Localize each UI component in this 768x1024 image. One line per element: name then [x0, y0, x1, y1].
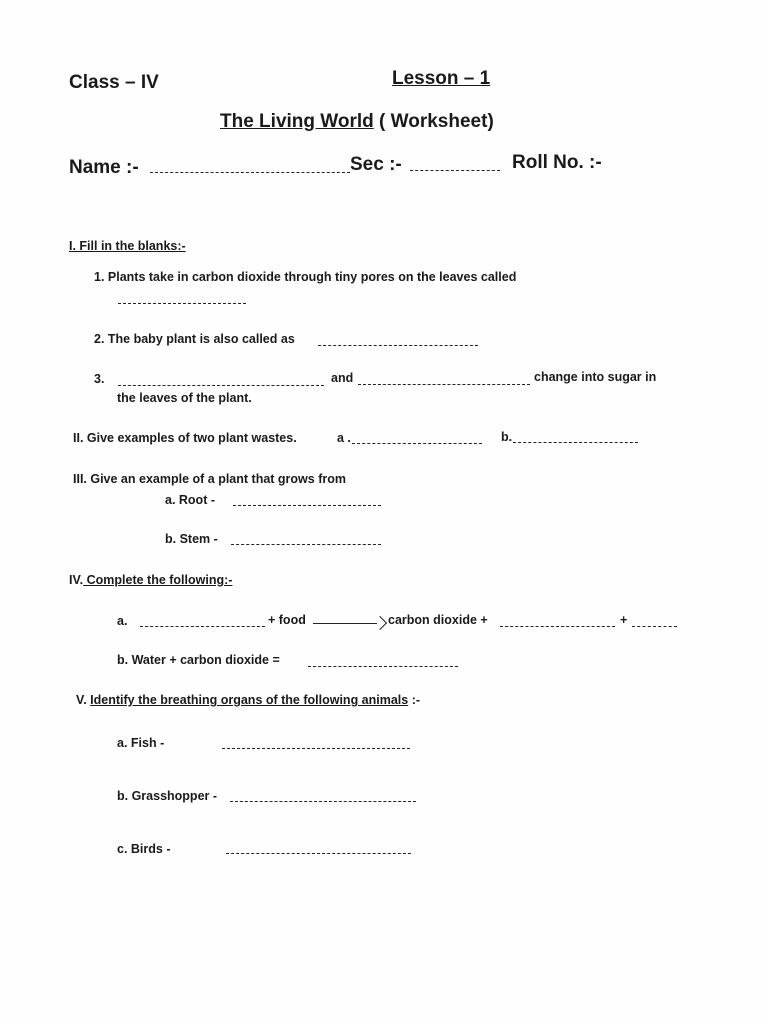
title-suffix: ( Worksheet) — [373, 111, 494, 132]
q3-blank-2[interactable] — [358, 372, 530, 385]
sec-label: Sec :- — [350, 154, 402, 175]
s5-fish-blank[interactable] — [222, 736, 410, 749]
s4-a-plus: + — [620, 613, 628, 627]
name-label: Name :- — [69, 157, 139, 178]
sec-blank[interactable] — [410, 156, 500, 171]
q1-blank[interactable] — [118, 291, 246, 304]
roll-label: Roll No. :- — [512, 152, 602, 173]
s4-a-blank-1[interactable] — [140, 614, 265, 627]
s4-heading-num: IV. — [69, 573, 84, 587]
s5-birds-blank[interactable] — [226, 841, 411, 854]
s2-a-label: a . — [337, 431, 351, 445]
worksheet-title — [220, 111, 494, 133]
s3-stem-blank[interactable] — [231, 532, 381, 545]
arrow-icon — [313, 614, 385, 632]
s4-a-blank-2[interactable] — [500, 614, 615, 627]
title-main: The Living World — [220, 111, 374, 132]
q2-blank[interactable] — [318, 333, 478, 346]
s4-heading-text: Complete the following:- — [83, 573, 233, 587]
q3-number: 3. — [94, 372, 105, 386]
s5-heading-text: Identify the breathing organs of the following animals — [90, 693, 409, 707]
s4-a-food: + food — [268, 613, 306, 627]
class-label: Class – IV — [69, 72, 159, 93]
s4-a-co2: carbon dioxide + — [388, 613, 488, 627]
q1-text: 1. Plants take in carbon dioxide through tiny pores on the leaves called — [94, 270, 517, 284]
q3-end: change into sugar in — [534, 370, 657, 384]
s5-birds-label: c. Birds - — [117, 842, 171, 856]
s4-a-label: a. — [117, 614, 128, 628]
name-blank[interactable] — [150, 158, 350, 173]
s3-root-blank[interactable] — [233, 493, 381, 506]
s5-grasshopper-label: b. Grasshopper - — [117, 789, 218, 803]
s5-grasshopper-blank[interactable] — [230, 789, 416, 802]
q3-blank-1[interactable] — [118, 373, 324, 386]
section-5-heading — [76, 693, 420, 707]
s4-b-text: b. Water + carbon dioxide = — [117, 653, 280, 667]
s2-b-label: b. — [501, 430, 513, 444]
s5-fish-label: a. Fish - — [117, 736, 165, 750]
s3-root-label: a. Root - — [165, 493, 215, 507]
section-3-heading: III. Give an example of a plant that grows from — [73, 472, 346, 486]
s5-heading-num: V. — [76, 693, 87, 707]
lesson-label: Lesson – 1 — [392, 68, 491, 89]
s4-b-blank[interactable] — [308, 654, 458, 667]
s2-a-blank[interactable] — [352, 431, 482, 444]
s3-stem-label: b. Stem - — [165, 532, 218, 546]
q3-and: and — [331, 371, 354, 385]
s4-a-blank-3[interactable] — [632, 614, 677, 627]
section-1-heading: I. Fill in the blanks:- — [69, 239, 186, 253]
s5-heading-end: :- — [408, 693, 421, 707]
q2-text: 2. The baby plant is also called as — [94, 332, 295, 346]
section-4-heading — [69, 573, 232, 587]
section-2-heading: II. Give examples of two plant wastes. — [73, 431, 297, 445]
s2-b-blank[interactable] — [513, 430, 638, 443]
q3-continued: the leaves of the plant. — [117, 391, 252, 405]
